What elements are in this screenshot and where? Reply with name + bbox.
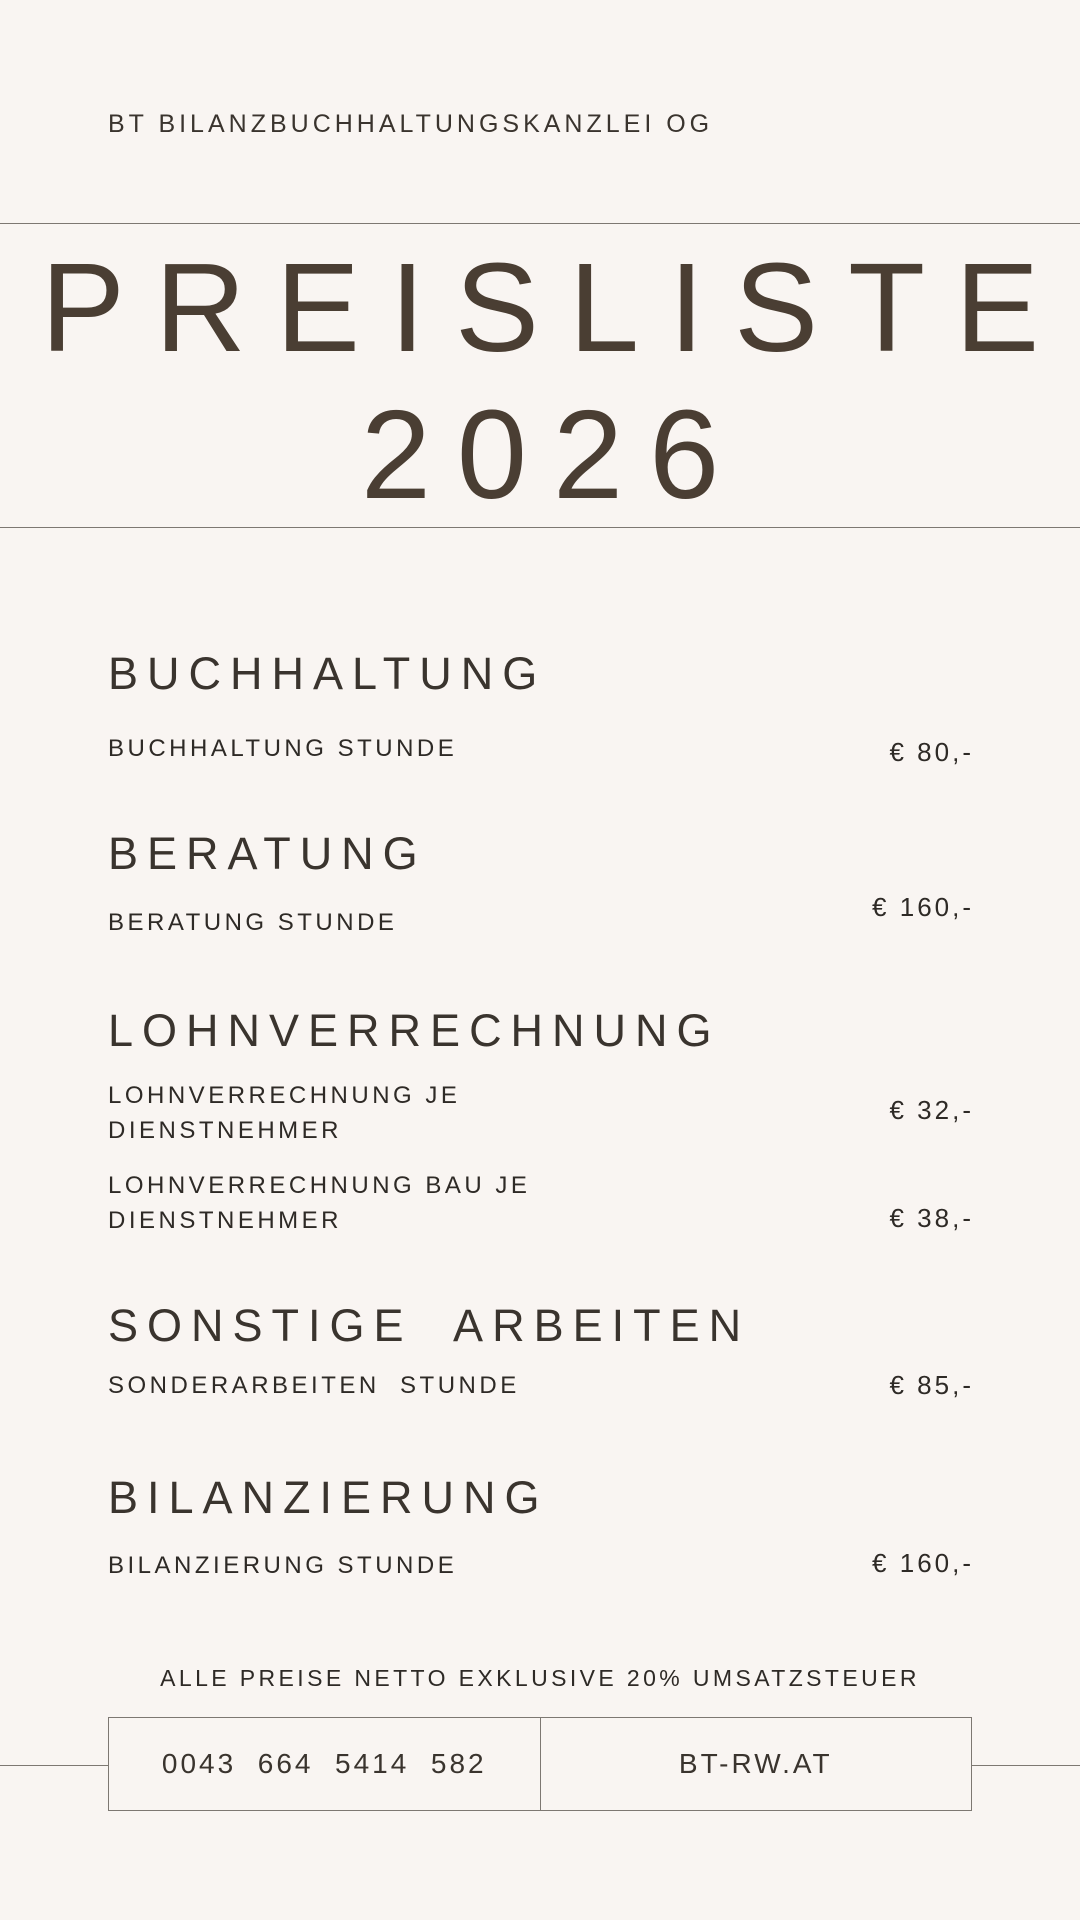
item-label-lohnverrechnung-je-dienstnehmer: LOHNVERRECHNUNG JE DIENSTNEHMER: [108, 1082, 461, 1144]
title-rule-bottom: [0, 527, 1080, 528]
section-heading-sonstige-arbeiten: SONSTIGE ARBEITEN: [108, 1300, 751, 1351]
page-title: PREISLISTE: [40, 237, 1070, 378]
company-name: BT BILANZBUCHHALTUNGSKANZLEI OG: [108, 110, 714, 138]
item-price-buchhaltung-stunde: € 80,-: [889, 737, 974, 767]
contact-box: [108, 1717, 972, 1811]
contact-rule-right: [972, 1765, 1080, 1766]
item-label-buchhaltung-stunde: BUCHHALTUNG STUNDE: [108, 735, 458, 762]
title-rule-top: [0, 223, 1080, 224]
item-price-lohnverrechnung-je-dienstnehmer: € 32,-: [889, 1095, 974, 1125]
section-heading-bilanzierung: BILANZIERUNG: [108, 1472, 549, 1523]
section-heading-buchhaltung: BUCHHALTUNG: [108, 648, 547, 699]
item-price-beratung-stunde: € 160,-: [872, 892, 974, 922]
item-label-lohnverrechnung-bau: LOHNVERRECHNUNG BAU JE DIENSTNEHMER: [108, 1172, 531, 1234]
contact-rule-left: [0, 1765, 108, 1766]
item-label-sonderarbeiten-stunde: SONDERARBEITEN STUNDE: [108, 1372, 520, 1399]
contact-phone[interactable]: 0043 664 5414 582: [109, 1718, 541, 1810]
item-price-sonderarbeiten-stunde: € 85,-: [889, 1370, 974, 1400]
item-price-lohnverrechnung-bau: € 38,-: [889, 1203, 974, 1233]
tax-note: ALLE PREISE NETTO EXKLUSIVE 20% UMSATZSTEUER: [160, 1665, 920, 1691]
contact-website-link[interactable]: BT-RW.AT: [678, 1748, 833, 1779]
section-heading-lohnverrechnung: LOHNVERRECHNUNG: [108, 1005, 721, 1056]
item-price-bilanzierung-stunde: € 160,-: [872, 1548, 974, 1578]
item-label-bilanzierung-stunde: BILANZIERUNG STUNDE: [108, 1552, 458, 1579]
item-label-beratung-stunde: BERATUNG STUNDE: [108, 909, 398, 936]
section-heading-beratung: BERATUNG: [108, 828, 427, 879]
page-year: 2026: [360, 384, 746, 525]
